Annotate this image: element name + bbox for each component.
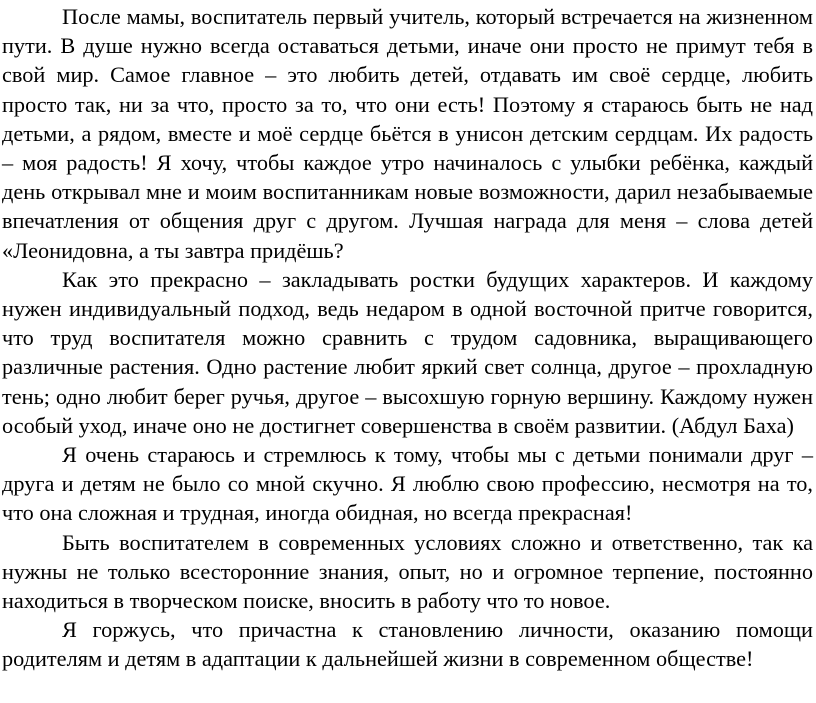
paragraph-3: Я очень стараюсь и стремлюсь к тому, чтобы мы с детьми понимали друг – друга и детям не было со мной скучно. Я люблю свою профессию, несмотря на то, что она сложная и трудная, иногда обидная, но всегда прекрасная! (2, 442, 813, 526)
paragraph-2: Как это прекрасно – закладывать ростки будущих характеров. И каждому нужен индивидуальный подход, ведь недаром в одной восточной притче говорится, что труд воспитателя можно сравнить с трудом садовника, выращивающего различные растения. Одно растение любит яркий свет солнца, другое – прохладную тень; одно любит берег ручья, другое – высохшую горную вершину. Каждому нужен особый уход, иначе оно не достигнет совершенства в своём развитии. (Абдул Баха) (2, 266, 813, 438)
paragraph-5: Я горжусь, что причастна к становлению личности, оказанию помощи родителям и детям в адаптации к дальнейшей жизни в современном обществе! (2, 617, 813, 672)
paragraph-1: После мамы, воспитатель первый учитель, который встречается на жизненном пути. В душе нужно всегда оставаться детьми, иначе они просто не примут тебя в свой мир. Самое главное – это любить детей, отдавать им своё сердце, любить просто так, ни за что, просто за то, что они есть! Поэтому я стараюсь быть не над детьми, а рядом, вместе и моё сердце бьётся в унисон детским сердцам. Их радость – моя радость! Я хочу, чтобы каждое утро начиналось с улыбки ребёнка, каждый день открывал мне и моим воспитанникам новые возможности, дарил незабываемые впечатления от общения друг с другом. Лучшая награда для меня – слова детей «Леонидовна, а ты завтра придёшь? (2, 4, 813, 263)
paragraph-4: Быть воспитателем в современных условиях сложно и ответственно, так ка нужны не только всесторонние знания, опыт, но и огромное терпение, постоянно находиться в творческом поиске, вносить в работу что то новое. (2, 529, 813, 614)
